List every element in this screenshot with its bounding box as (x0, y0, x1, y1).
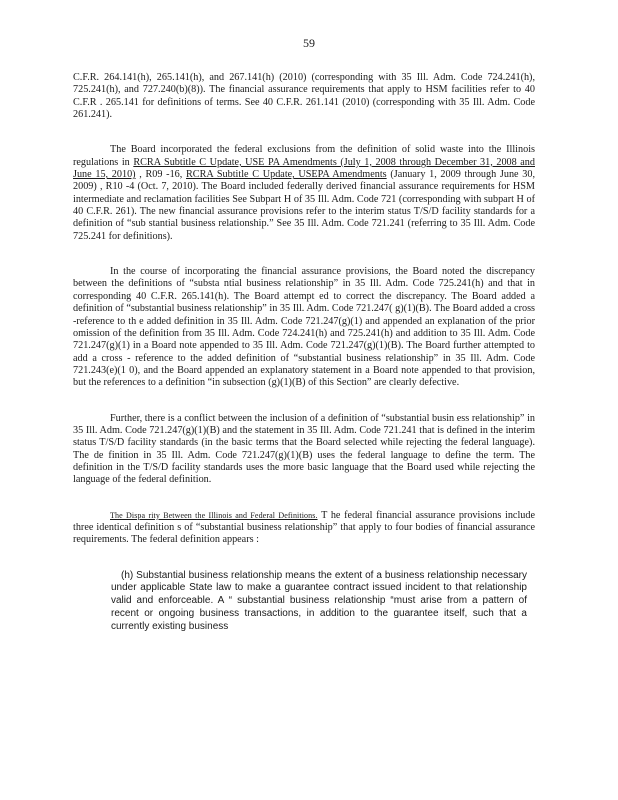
block-quote-definition: (h) Substantial business relationship means the extent of a business relationship necessary under applicable State law to make a guarantee contract issued incident to that relationship valid and enforceable. A “ substantial business relationship “must arise from a pattern of recent or ongoing business transactions, in addition to the guarantee itself, such that a currently existing business (111, 569, 527, 632)
section-heading: The Dispa rity Between the Illinois and Federal Definitions. (110, 510, 318, 520)
paragraph-text: T he federal financial assurance provisions include three identical definition s of “substantial business relationship” that apply to four bodies of financial assurance requirements. The federal definition appears : (73, 509, 535, 546)
page-number: 59 (303, 36, 315, 50)
case-citation-r09-16: RCRA Subtitle C Update, USE PA Amendments (July 1, 2008 through December 31, 2008 and June 15, 2010) (73, 156, 535, 181)
case-citation-r10-4: RCRA Subtitle C Update, USEPA Amendments (186, 169, 387, 181)
document-body (73, 72, 535, 634)
paragraph-board-incorporated (73, 144, 535, 243)
paragraph-discrepancy: In the course of incorporating the financial assurance provisions, the Board noted the discrepancy between the definitions of “substa ntial business relationship” in 35 Ill. Adm. Code 725.241(h) and that in corresponding 40 C.F.R. 265.141(h). The Board attempt ed to correct the discrepancy. The Board added a definition of “substantial business relationship” in 35 Ill. Adm. Code 721.247( g)(1)(B). The Board added a cross -reference to th e added definition in 35 Ill. Adm. Code 721.247(g)(1) and appended an explanation of the prior omission of the definition from 35 Ill. Adm. Code 724.241(h) and 725.241(h) and addition to 35 Ill. Adm. Code 721.247(g)(1) in a Board note appended to 35 Ill. Adm. Code 721.247(g)(1)(B). The Board further attempted to add a cross - reference to the added definition of “substantial business relationship” in 35 Ill. Adm. Code 721.243(e)(1 0), and the Board appended an explanatory statement in a Board note appended to that provision, but the references to a definition “in subsection (g)(1)(B) of this Section” are clearly defective. (73, 266, 535, 389)
paragraph-text: (January 1, 2009 through June 30, 2009) , R10 -4 (Oct. 7, 2010). The Board included federally derived financial assurance requirements for HSM intermediate and reclamation facilities See Subpart H of 35 Ill. Adm. Code 721 (corresponding with subpart H of 40 C.F.R. 261). The new financial assurance provisions refer to the interim status T/S/D facility standards for a definition of “sub stantial business relationship.” See 35 Ill. Adm. Code 721.241 (referring to 35 Ill. Adm. Code 725.241 for definitions). (73, 169, 535, 242)
paragraph-text: The Board incorporated the federal exclusions from the definition of solid waste into the Illinois regulations in (73, 144, 535, 168)
paragraph-text: , R09 -16, (135, 169, 186, 181)
paragraph-conflict: Further, there is a conflict between the inclusion of a definition of “substantial busin ess relationship” in 35 Ill. Adm. Code 721.247(g)(1)(B) and the statement in 35 Ill. Adm. Code 721.241 that is defined in the interim status T/S/D facility standards (in the basic terms that the Board selected while rejecting the federal language). The de finition in 35 Ill. Adm. Code 721.247(g)(1)(B) uses the federal language to define the term. The definition in the T/S/D facility standards uses the more basic language that the Board used while rejecting the language of the federal definition. (73, 412, 535, 486)
paragraph-citations: C.F.R. 264.141(h), 265.141(h), and 267.141(h) (2010) (corresponding with 35 Ill. Adm. Code 724.241(h), 725.241(h), and 727.240(b)(8)). The financial assurance requirements that apply to HSM facilities refer to 40 C.F.R . 265.141 for definitions of terms. See 40 C.F.R. 261.141 (2010) (corresponding with 35 Ill. Adm. Code 261.241). (73, 72, 535, 121)
paragraph-disparity (73, 510, 535, 547)
